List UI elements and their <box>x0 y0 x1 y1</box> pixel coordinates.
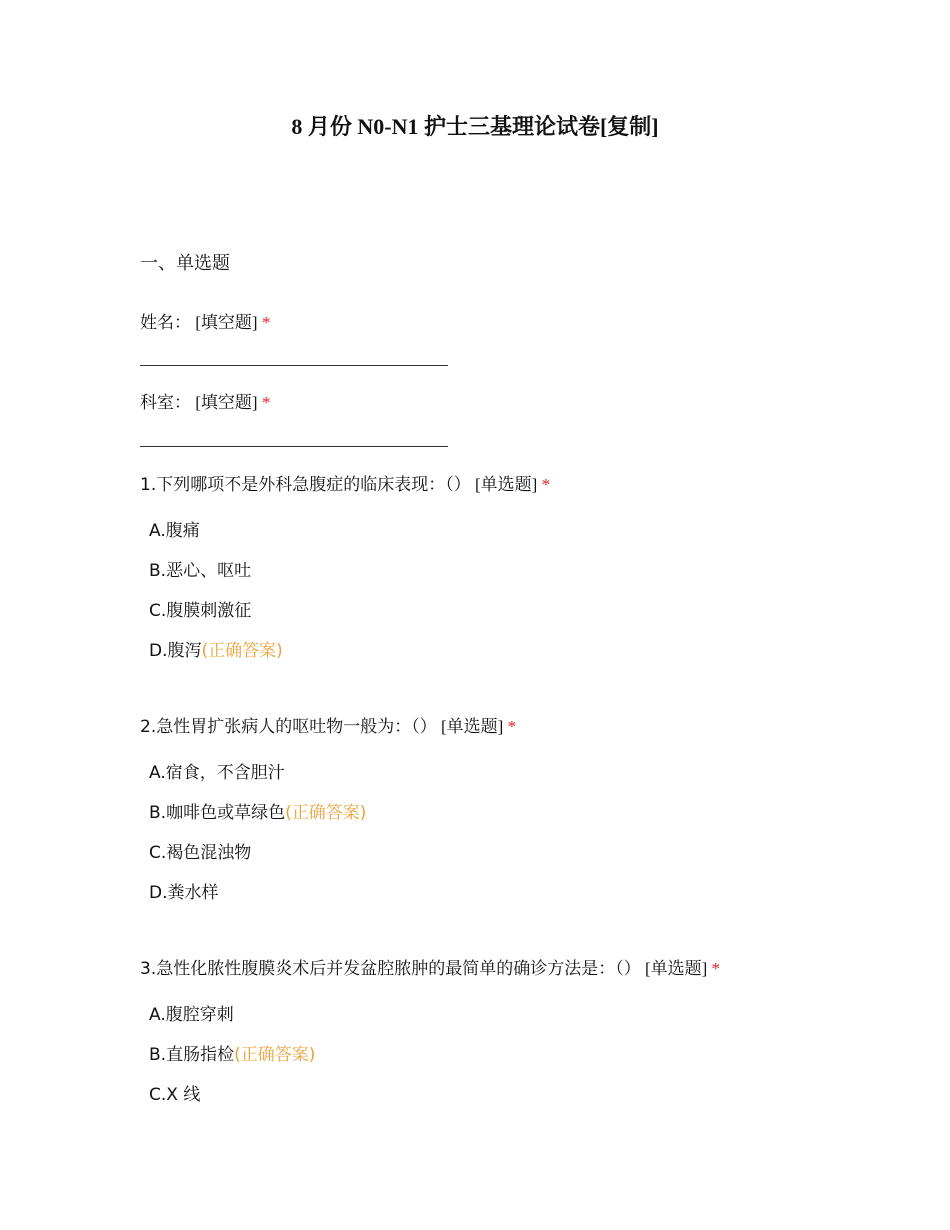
option-text: A.腹痛 <box>149 521 200 541</box>
question-type: [单选题] <box>644 959 708 978</box>
question-text: 2.急性胃扩张病人的呕吐物一般为：（） <box>140 717 437 737</box>
required-mark: * <box>541 475 551 494</box>
question-2 <box>140 714 516 740</box>
option-text: B.直肠指检 <box>149 1045 235 1065</box>
option-2c[interactable] <box>149 840 251 866</box>
option-text: C.褐色混浊物 <box>149 843 252 863</box>
question-text: 3.急性化脓性腹膜炎术后并发盆腔脓肿的最简单的确诊方法是：（） <box>140 959 641 979</box>
option-text: A.腹腔穿刺 <box>149 1005 234 1025</box>
fill-question-name <box>140 310 270 336</box>
option-1c[interactable] <box>149 598 251 624</box>
option-1a[interactable] <box>149 518 200 544</box>
correct-answer-label: (正确答案) <box>201 641 283 661</box>
option-3c[interactable] <box>149 1082 200 1108</box>
section-heading: 一、单选题 <box>140 253 230 274</box>
fill-question-department <box>140 390 270 416</box>
question-1 <box>140 472 550 498</box>
required-mark: * <box>261 313 271 332</box>
question-3 <box>140 956 720 982</box>
question-text: 1.下列哪项不是外科急腹症的临床表现：（） <box>140 475 471 495</box>
question-type: [填空题] <box>195 313 258 332</box>
correct-answer-label: (正确答案) <box>285 803 367 823</box>
option-1d[interactable] <box>149 638 283 664</box>
option-3a[interactable] <box>149 1002 234 1028</box>
option-3b[interactable] <box>149 1042 315 1068</box>
option-2b[interactable] <box>149 800 366 826</box>
option-text: A.宿食，不含胆汁 <box>149 763 285 783</box>
question-type: [单选题] <box>440 717 504 736</box>
option-text: C.腹膜刺激征 <box>149 601 252 621</box>
required-mark: * <box>711 959 721 978</box>
option-text: D.粪水样 <box>149 883 219 903</box>
option-text: B.恶心、呕吐 <box>149 561 252 581</box>
correct-answer-label: (正确答案) <box>234 1045 316 1065</box>
question-type: [单选题] <box>474 475 538 494</box>
option-2d[interactable] <box>149 880 219 906</box>
option-text: C.X 线 <box>149 1085 201 1105</box>
answer-blank-name[interactable] <box>140 365 448 366</box>
page-title: 8 月份 N0-N1 护士三基理论试卷[复制] <box>291 114 659 139</box>
option-2a[interactable] <box>149 760 285 786</box>
answer-blank-department[interactable] <box>140 446 448 447</box>
required-mark: * <box>261 393 271 412</box>
question-type: [填空题] <box>195 393 258 412</box>
question-label: 姓名： <box>140 313 191 333</box>
required-mark: * <box>507 717 517 736</box>
option-1b[interactable] <box>149 558 251 584</box>
option-text: D.腹泻 <box>149 641 202 661</box>
option-text: B.咖啡色或草绿色 <box>149 803 286 823</box>
question-label: 科室： <box>140 393 191 413</box>
